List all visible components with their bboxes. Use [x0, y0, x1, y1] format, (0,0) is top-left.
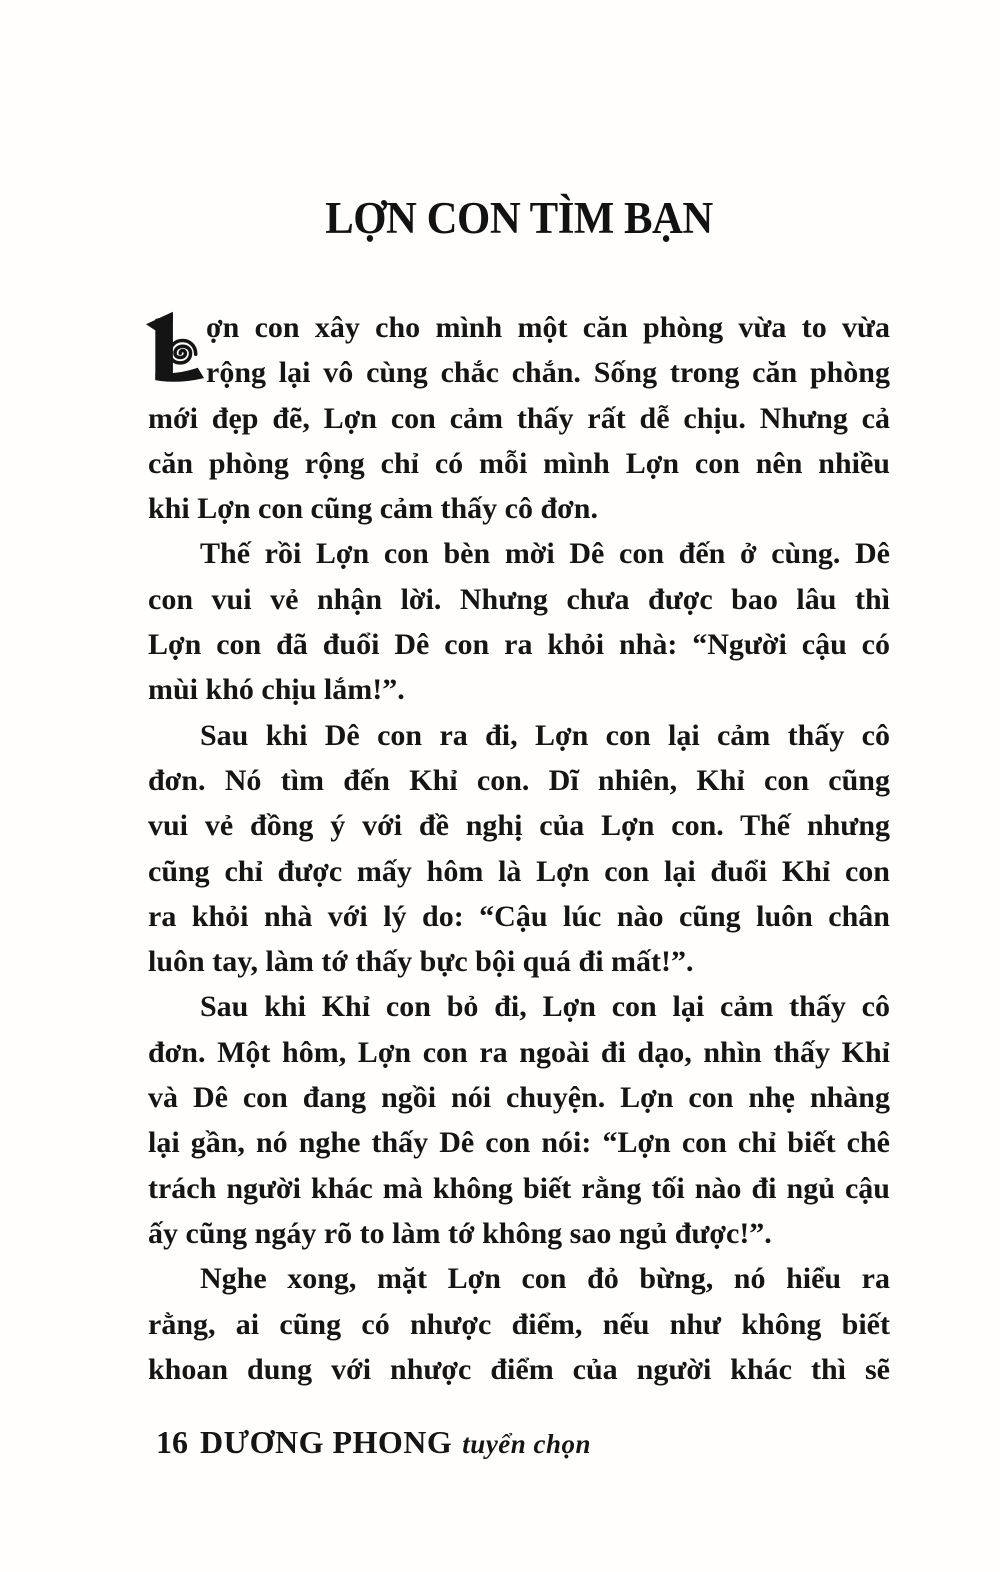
text-line: Lợn con đã đuổi Dê con ra khỏi nhà: “Người cậu có — [148, 628, 890, 662]
text-line: luôn tay, làm tớ thấy bực bội quá đi mất!”. — [148, 945, 694, 979]
page-title: LỢN CON TÌM BẠN — [325, 193, 713, 243]
text-line: vui vẻ đồng ý với đề nghị của Lợn con. Thế nhưng — [148, 809, 890, 843]
story-text — [148, 305, 890, 1392]
text-line: ợn con xây cho mình một căn phòng vừa to vừa — [206, 311, 890, 344]
footer-author: DƯƠNG PHONG — [200, 1424, 453, 1460]
page-footer — [156, 1424, 591, 1461]
text-line: khi Lợn con cũng cảm thấy cô đơn. — [148, 492, 598, 526]
paragraph — [148, 531, 890, 712]
text-line: ấy cũng ngáy rõ to làm tớ không sao ngủ được!”. — [148, 1216, 772, 1250]
text-line: đơn. Một hôm, Lợn con ra ngoài đi dạo, nhìn thấy Khỉ — [148, 1035, 890, 1069]
text-line: Nghe xong, mặt Lợn con đỏ bừng, nó hiểu ra — [200, 1262, 890, 1296]
text-line: mới đẹp đẽ, Lợn con cảm thấy rất dễ chịu. Nhưng cả — [148, 401, 890, 435]
text-line: lại gần, nó nghe thấy Dê con nói: “Lợn con chỉ biết chê — [148, 1126, 890, 1160]
text-line: Sau khi Dê con ra đi, Lợn con lại cảm thấy cô — [200, 718, 890, 752]
text-line: Sau khi Khỉ con bỏ đi, Lợn con lại cảm thấy cô — [200, 990, 890, 1024]
text-line: cũng chỉ được mấy hôm là Lợn con lại đuổi Khỉ con — [148, 854, 890, 888]
text-line: mùi khó chịu lắm!”. — [148, 673, 405, 707]
text-line: con vui vẻ nhận lời. Nhưng chưa được bao lâu thì — [148, 582, 890, 616]
text-line: và Dê con đang ngồi nói chuyện. Lợn con nhẹ nhàng — [148, 1081, 890, 1115]
drop-cap-letter-l — [146, 311, 204, 383]
paragraph — [148, 713, 890, 985]
paragraph — [148, 984, 890, 1256]
drop-cap-ornament-icon — [146, 311, 204, 383]
text-line: trách người khác mà không biết rằng tối nào đi ngủ cậu — [148, 1171, 890, 1205]
text-line: khoan dung với nhược điểm của người khác thì sẽ — [148, 1352, 890, 1386]
text-line: căn phòng rộng chỉ có mỗi mình Lợn con nên nhiều — [148, 446, 890, 480]
text-line: rộng lại vô cùng chắc chắn. Sống trong căn phòng — [206, 356, 890, 390]
paragraph — [148, 1256, 890, 1392]
text-line: ra khỏi nhà với lý do: “Cậu lúc nào cũng luôn chân — [148, 899, 890, 933]
text-line: đơn. Nó tìm đến Khỉ con. Dĩ nhiên, Khỉ con cũng — [148, 763, 890, 797]
footer-note: tuyển chọn — [462, 1429, 592, 1459]
text-line: rằng, ai cũng có nhược điểm, nếu như không biết — [148, 1307, 890, 1341]
text-line: Thế rồi Lợn con bèn mời Dê con đến ở cùng. Dê — [200, 537, 890, 571]
page-number: 16 — [156, 1424, 188, 1460]
paragraph — [148, 305, 890, 531]
